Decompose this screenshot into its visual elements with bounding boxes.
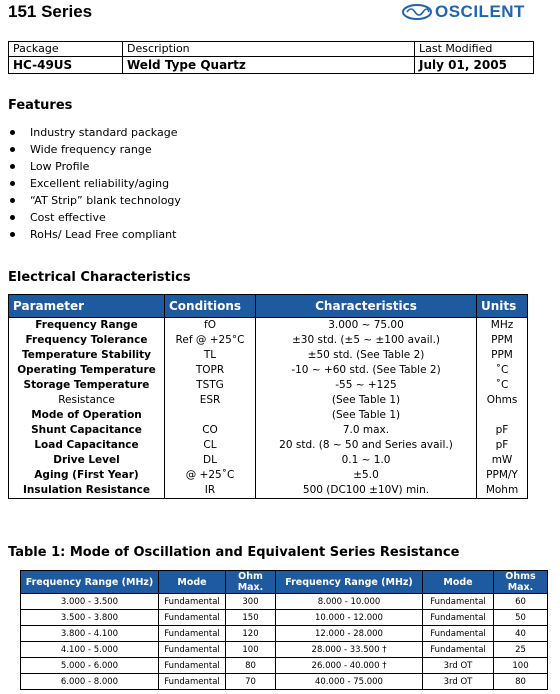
electrical-row — [9, 423, 528, 438]
electrical-title: Electrical Characteristics — [8, 270, 191, 285]
condition-cell: CO — [165, 423, 256, 438]
condition-cell: ESR — [165, 393, 256, 408]
features-list — [8, 124, 181, 243]
table1-cell: Fundamental — [159, 642, 226, 658]
condition-cell: fO — [165, 318, 256, 334]
t1-header-ohm-1: Ohm Max. — [226, 571, 276, 594]
characteristic-cell: ±50 std. (See Table 2) — [256, 348, 477, 363]
condition-cell — [165, 408, 256, 423]
t1-header-ohm-2: Ohms Max. — [494, 571, 548, 594]
table1-row — [21, 610, 548, 626]
table1 — [20, 570, 548, 690]
param-cell: Aging (First Year) — [9, 468, 165, 483]
table1-row — [21, 674, 548, 690]
feature-text: “AT Strip” blank technology — [30, 194, 181, 207]
table1-cell: 5.000 - 6.000 — [21, 658, 159, 674]
table1-cell: 80 — [494, 674, 548, 690]
characteristic-cell: (See Table 1) — [256, 393, 477, 408]
electrical-row — [9, 378, 528, 393]
table1-cell: 28.000 - 33.500 † — [276, 642, 423, 658]
header-units: Units — [477, 295, 528, 318]
table1-cell: Fundamental — [159, 626, 226, 642]
condition-cell: TL — [165, 348, 256, 363]
characteristic-cell: 3.000 ~ 75.00 — [256, 318, 477, 334]
param-cell: Temperature Stability — [9, 348, 165, 363]
characteristic-cell: 0.1 ~ 1.0 — [256, 453, 477, 468]
unit-cell: ˚C — [477, 363, 528, 378]
package-label: Package — [9, 42, 123, 57]
table1-cell: 40 — [494, 626, 548, 642]
logo-text: OSCILENT — [435, 2, 525, 21]
bullet-icon — [10, 147, 15, 152]
header-parameter: Parameter — [9, 295, 165, 318]
unit-cell: Ohms — [477, 393, 528, 408]
feature-text: RoHs/ Lead Free compliant — [30, 228, 177, 241]
t1-header-mode-1: Mode — [159, 571, 226, 594]
table1-cell: 100 — [226, 642, 276, 658]
table1-cell: 70 — [226, 674, 276, 690]
table1-cell: Fundamental — [159, 658, 226, 674]
param-cell: Shunt Capacitance — [9, 423, 165, 438]
table1-row — [21, 658, 548, 674]
features-title: Features — [8, 98, 73, 113]
bullet-icon — [10, 164, 15, 169]
param-cell: Operating Temperature — [9, 363, 165, 378]
bullet-icon — [10, 130, 15, 135]
characteristic-cell: -55 ~ +125 — [256, 378, 477, 393]
bullet-icon — [10, 232, 15, 237]
feature-item — [8, 158, 181, 175]
table1-cell: 3rd OT — [423, 674, 494, 690]
unit-cell: ˚C — [477, 378, 528, 393]
electrical-row — [9, 333, 528, 348]
unit-cell: PPM/Y — [477, 468, 528, 483]
condition-cell: Ref @ +25°C — [165, 333, 256, 348]
wave-logo-icon — [402, 4, 432, 20]
info-table — [8, 41, 534, 74]
table1-row — [21, 626, 548, 642]
table1-cell: 12.000 - 28.000 — [276, 626, 423, 642]
table1-cell: 3.500 - 3.800 — [21, 610, 159, 626]
param-cell: Frequency Range — [9, 318, 165, 334]
table1-cell: Fundamental — [423, 626, 494, 642]
table1-cell: 120 — [226, 626, 276, 642]
t1-header-mode-2: Mode — [423, 571, 494, 594]
unit-cell: MHz — [477, 318, 528, 334]
electrical-row — [9, 318, 528, 334]
unit-cell: pF — [477, 438, 528, 453]
condition-cell: DL — [165, 453, 256, 468]
table1-title: Table 1: Mode of Oscillation and Equivalent Series Resistance — [8, 545, 460, 560]
table1-row — [21, 642, 548, 658]
bullet-icon — [10, 215, 15, 220]
last-modified-value: July 01, 2005 — [415, 57, 534, 74]
table1-cell: 4.100 - 5.000 — [21, 642, 159, 658]
condition-cell: CL — [165, 438, 256, 453]
condition-cell: TOPR — [165, 363, 256, 378]
electrical-row — [9, 363, 528, 378]
table1-cell: Fundamental — [159, 594, 226, 610]
package-value: HC-49US — [9, 57, 123, 74]
table1-cell: 3.000 - 3.500 — [21, 594, 159, 610]
electrical-row — [9, 483, 528, 499]
electrical-row — [9, 438, 528, 453]
characteristic-cell: (See Table 1) — [256, 408, 477, 423]
electrical-row — [9, 468, 528, 483]
bullet-icon — [10, 198, 15, 203]
feature-item — [8, 209, 181, 226]
characteristic-cell: ±5.0 — [256, 468, 477, 483]
feature-text: Wide frequency range — [30, 143, 152, 156]
feature-text: Industry standard package — [30, 126, 178, 139]
electrical-row — [9, 453, 528, 468]
table1-cell: Fundamental — [159, 610, 226, 626]
param-cell: Insulation Resistance — [9, 483, 165, 499]
characteristic-cell: 20 std. (8 ~ 50 and Series avail.) — [256, 438, 477, 453]
unit-cell: pF — [477, 423, 528, 438]
table1-cell: Fundamental — [423, 642, 494, 658]
t1-header-freq-2: Frequency Range (MHz) — [276, 571, 423, 594]
param-cell: Load Capacitance — [9, 438, 165, 453]
table1-cell: Fundamental — [423, 594, 494, 610]
unit-cell: Mohm — [477, 483, 528, 499]
table1-cell: 3rd OT — [423, 658, 494, 674]
table1-cell: 300 — [226, 594, 276, 610]
last-modified-label: Last Modified — [415, 42, 534, 57]
characteristic-cell: ±30 std. (±5 ~ ±100 avail.) — [256, 333, 477, 348]
table1-cell: 26.000 - 40.000 † — [276, 658, 423, 674]
header-conditions: Conditions — [165, 295, 256, 318]
feature-text: Low Profile — [30, 160, 90, 173]
feature-text: Excellent reliability/aging — [30, 177, 170, 190]
table1-cell: 6.000 - 8.000 — [21, 674, 159, 690]
table1-cell: Fundamental — [159, 674, 226, 690]
table1-cell: Fundamental — [423, 610, 494, 626]
unit-cell: PPM — [477, 333, 528, 348]
table1-cell: 3.800 - 4.100 — [21, 626, 159, 642]
feature-item — [8, 226, 181, 243]
table1-row — [21, 594, 548, 610]
series-title: 151 Series — [8, 2, 93, 21]
table1-cell: 40.000 - 75.000 — [276, 674, 423, 690]
unit-cell: PPM — [477, 348, 528, 363]
feature-text: Cost effective — [30, 211, 106, 224]
table1-cell: 8.000 - 10.000 — [276, 594, 423, 610]
header-characteristics: Characteristics — [256, 295, 477, 318]
unit-cell: mW — [477, 453, 528, 468]
characteristic-cell: -10 ~ +60 std. (See Table 2) — [256, 363, 477, 378]
description-label: Description — [123, 42, 415, 57]
table1-cell: 50 — [494, 610, 548, 626]
table1-cell: 100 — [494, 658, 548, 674]
param-cell: Storage Temperature — [9, 378, 165, 393]
electrical-row — [9, 348, 528, 363]
param-cell: Resistance — [9, 393, 165, 408]
bullet-icon — [10, 181, 15, 186]
feature-item — [8, 141, 181, 158]
characteristic-cell: 500 (DC100 ±10V) min. — [256, 483, 477, 499]
table1-cell: 10.000 - 12.000 — [276, 610, 423, 626]
feature-item — [8, 175, 181, 192]
feature-item — [8, 124, 181, 141]
unit-cell — [477, 408, 528, 423]
oscilent-logo — [402, 2, 525, 22]
characteristic-cell: 7.0 max. — [256, 423, 477, 438]
feature-item — [8, 192, 181, 209]
table1-cell: 150 — [226, 610, 276, 626]
electrical-row — [9, 393, 528, 408]
param-cell: Mode of Operation — [9, 408, 165, 423]
table1-cell: 60 — [494, 594, 548, 610]
electrical-row — [9, 408, 528, 423]
condition-cell: TSTG — [165, 378, 256, 393]
electrical-table — [8, 294, 528, 499]
condition-cell: @ +25˚C — [165, 468, 256, 483]
condition-cell: IR — [165, 483, 256, 499]
param-cell: Drive Level — [9, 453, 165, 468]
t1-header-freq-1: Frequency Range (MHz) — [21, 571, 159, 594]
table1-cell: 25 — [494, 642, 548, 658]
table1-cell: 80 — [226, 658, 276, 674]
param-cell: Frequency Tolerance — [9, 333, 165, 348]
description-value: Weld Type Quartz — [123, 57, 415, 74]
